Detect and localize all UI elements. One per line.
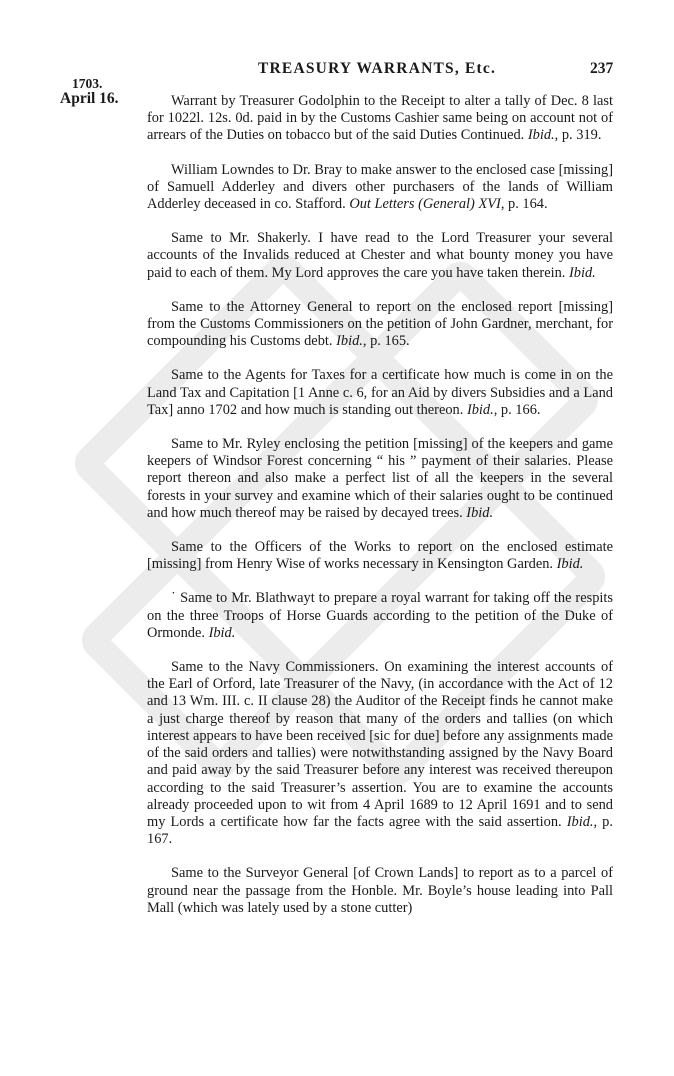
entry: Same to the Attorney General to report on the enclosed report [missing] from the Customs Commissioners on the petition of John Gardner, merchant, for compounding his Customs debt. Ibid., p. 165. bbox=[147, 298, 613, 350]
entries-column bbox=[147, 93, 613, 917]
running-title: TREASURY WARRANTS, Etc. bbox=[258, 60, 497, 77]
entry: Warrant by Treasurer Godolphin to the Receipt to alter a tally of Dec. 8 last for 1022l. 12s. 0d. paid in by the Customs Cashier same being on account not of arrears of the Duties on tobacco but of the said Duties Continued. Ibid., p. 319. bbox=[147, 93, 613, 144]
page-number: 237 bbox=[590, 60, 614, 77]
margin-date: April 16. bbox=[60, 90, 119, 107]
entry: William Lowndes to Dr. Bray to make answer to the enclosed case [missing] of Samuell Adderley and divers other purchasers of the lands of William Adderley deceased in co. Stafford. Out Letters (General) XVI, p. 164. bbox=[147, 161, 613, 213]
margin-year: 1703. bbox=[72, 76, 103, 91]
entry: Same to the Surveyor General [of Crown Lands] to report as to a parcel of ground near the passage from the Honble. Mr. Boyle’s house leading into Pall Mall (which was lately used by a stone cutter) bbox=[147, 865, 613, 916]
entry: Same to Mr. Shakerly. I have read to the Lord Treasurer your several accounts of the Invalids reduced at Chester and what bounty money you have paid to each of them. My Lord approves the care you have taken therein. Ibid. bbox=[147, 230, 613, 281]
entry: Same to the Agents for Taxes for a certificate how much is come in on the Land Tax and Capitation [1 Anne c. 6, for an Aid by divers Subsidies and a Land Tax] anno 1702 and how much is standing out thereon. Ibid., p. 166. bbox=[147, 367, 613, 418]
entry: ˙ Same to Mr. Blathwayt to prepare a royal warrant for taking off the respits on the three Troops of Horse Guards according to the petition of the Duke of Ormonde. Ibid. bbox=[147, 590, 613, 641]
entry: Same to the Navy Commissioners. On examining the interest accounts of the Earl of Orford, late Treasurer of the Navy, (in accordance with the Act of 12 and 13 Wm. III. c. II clause 28) the Auditor of the Receipt finds he cannot make a just charge thereof by reason that many of the orders and tallies (on which interest appears to have been received [sic for due] before any assignments made of the said orders and tallies) were notwithstanding assigned by the Navy Board and paid away by the said Treasurer before any interest was received thereupon according to the said Treasurer’s assertion. You are to examine the accounts already proceeded upon to wit from 4 April 1689 to 12 April 1691 and to send my Lords a certificate how far the facts agree with the said assertion. Ibid., p. 167. bbox=[147, 659, 613, 848]
entry: Same to the Officers of the Works to report on the enclosed estimate [missing] from Henry Wise of works necessary in Kensington Garden. Ibid. bbox=[147, 539, 613, 573]
entry: Same to Mr. Ryley enclosing the petition [missing] of the keepers and game keepers of Windsor Forest concerning “ his ” payment of their salaries. Please report thereon and also make a perfect list of all the keepers in the several forests in your survey and examine which of their salaries ought to be continued and how much thereof may be raised by decayed trees. Ibid. bbox=[147, 436, 613, 521]
